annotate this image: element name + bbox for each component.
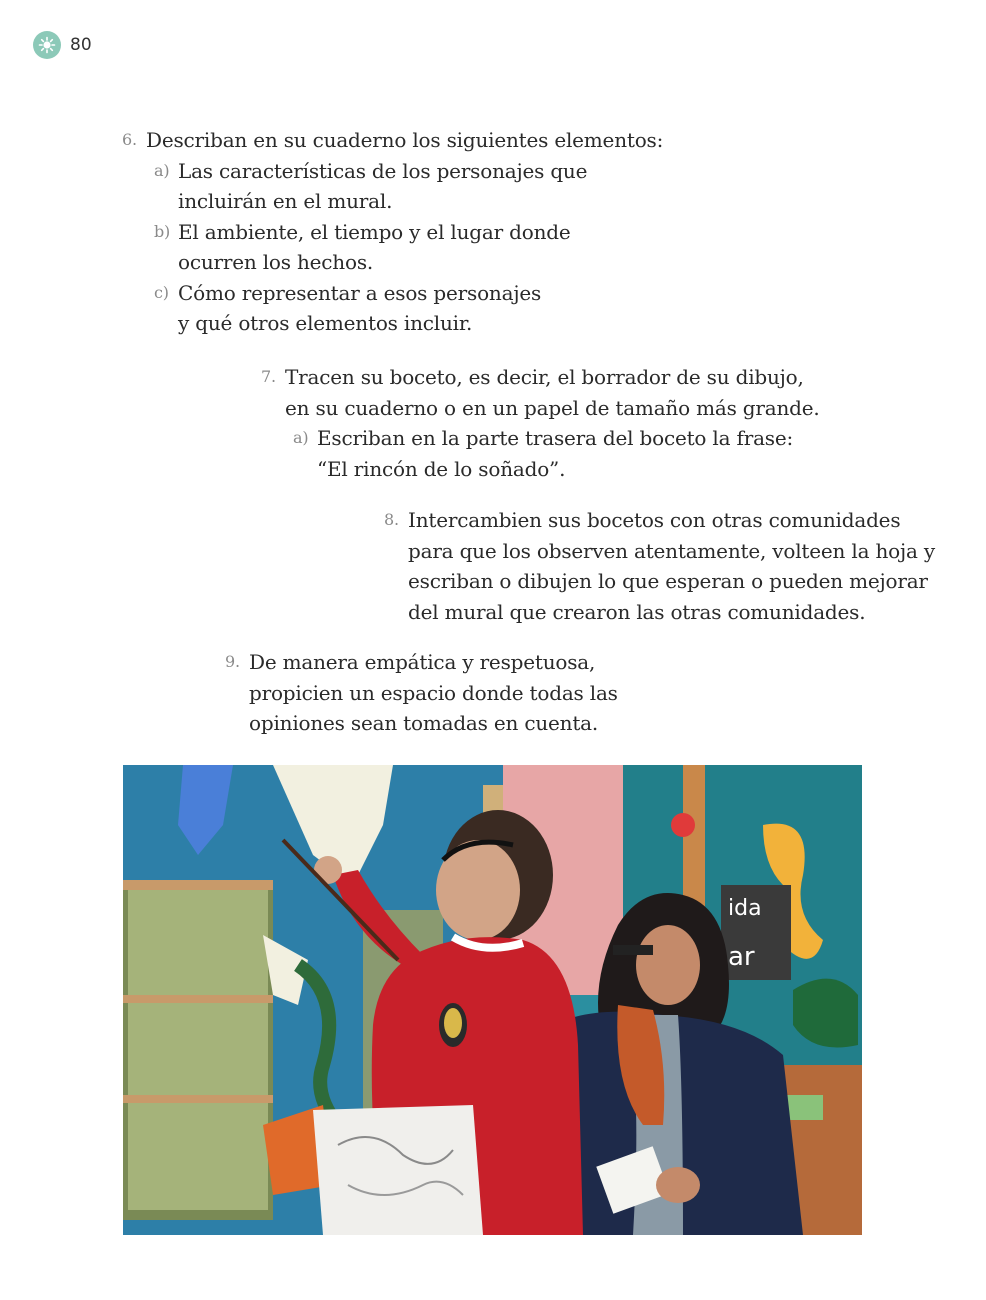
subitem-text-line: El ambiente, el tiempo y el lugar donde bbox=[178, 219, 571, 244]
item-text-line: para que los observen atentamente, volteen la hoja y bbox=[408, 538, 935, 563]
svg-text:ida: ida bbox=[728, 896, 762, 921]
subitem-text-line: “El rincón de lo soñado”. bbox=[317, 456, 566, 481]
item-text-line: en su cuaderno o en un papel de tamaño más grande. bbox=[285, 395, 820, 420]
item-text-line: opiniones sean tomadas en cuenta. bbox=[249, 711, 599, 735]
subitem-letter: c) bbox=[154, 282, 169, 302]
subitem-text-line: ocurren los hechos. bbox=[178, 250, 374, 274]
item-text-line: escriban o dibujen lo que esperan o pueden mejorar bbox=[408, 569, 928, 593]
subitem-b bbox=[154, 217, 663, 278]
item-number: 6. bbox=[122, 130, 137, 149]
item-text-line: Intercambien sus bocetos con otras comunidades bbox=[408, 508, 901, 532]
item-7 bbox=[261, 362, 820, 484]
subitem-text-line: Cómo representar a esos personajes bbox=[178, 280, 542, 305]
item-text-line: propicien un espacio donde todas las bbox=[249, 680, 618, 705]
svg-text:ar: ar bbox=[728, 942, 755, 972]
item-number: 7. bbox=[261, 367, 276, 386]
item-number: 8. bbox=[384, 510, 399, 529]
item-6 bbox=[122, 125, 663, 339]
subitem-letter: a) bbox=[154, 160, 170, 180]
subitem-text-line: Escriban en la parte trasera del boceto la frase: bbox=[317, 426, 794, 450]
subitem-letter: a) bbox=[293, 428, 309, 447]
item-text-line: Tracen su boceto, es decir, el borrador de su dibujo, bbox=[285, 365, 804, 389]
mural-painting-photo bbox=[123, 765, 862, 1235]
item-8 bbox=[384, 505, 935, 627]
subitem-a bbox=[293, 423, 820, 484]
page-number: 80 bbox=[70, 35, 92, 55]
item-9 bbox=[225, 647, 618, 739]
subitem-c bbox=[154, 278, 663, 339]
item-number: 9. bbox=[225, 652, 240, 671]
subitem-a bbox=[154, 156, 663, 217]
subitem-text-line: y qué otros elementos incluir. bbox=[178, 311, 473, 335]
item-text-line: Describan en su cuaderno los siguientes elementos: bbox=[146, 128, 664, 152]
page-header bbox=[33, 31, 92, 59]
subitem-letter: b) bbox=[154, 221, 171, 241]
item-text-line: del mural que crearon las otras comunidades. bbox=[408, 599, 866, 624]
subitem-text-line: incluirán en el mural. bbox=[178, 189, 393, 213]
subitem-text-line: Las características de los personajes que bbox=[178, 158, 588, 183]
sun-gear-icon bbox=[33, 31, 61, 59]
item-text-line: De manera empática y respetuosa, bbox=[249, 650, 596, 674]
